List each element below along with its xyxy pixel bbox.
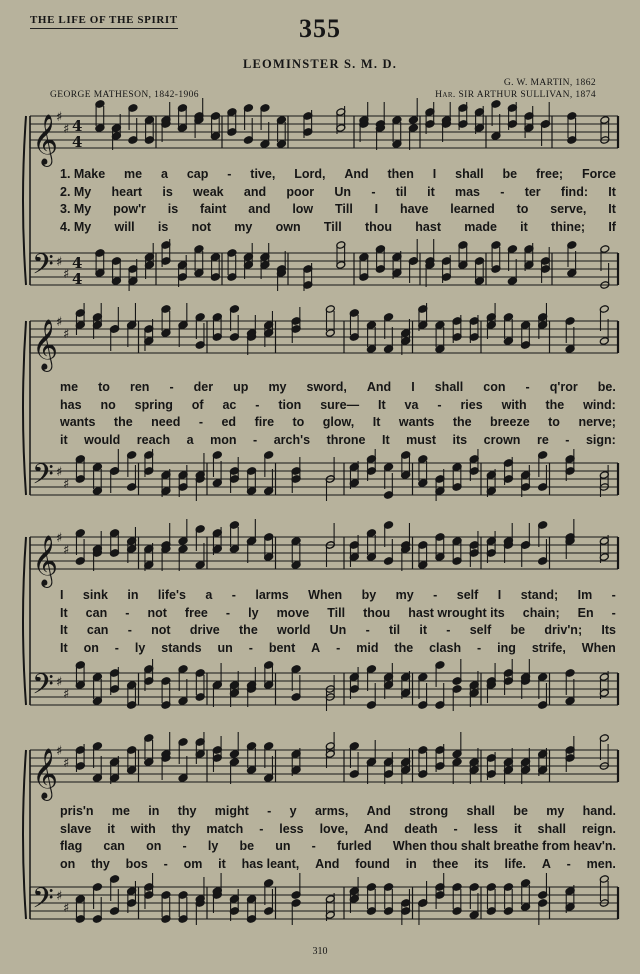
lyric-syllable: When thou shalt breathe from heav'n. <box>392 839 616 853</box>
system-brace <box>23 321 26 495</box>
sharp-sign: ♯ <box>56 675 63 690</box>
lyric-syllable: A <box>311 640 321 655</box>
lyric-syllable: larms <box>255 588 289 602</box>
lyric-syllable: hast wrought its <box>408 605 505 620</box>
lyric-line-s4-v2 <box>60 822 616 839</box>
lyric-syllable: - <box>227 167 232 181</box>
lyric-syllable: And <box>344 167 369 181</box>
lyric-syllable: Un <box>329 623 347 637</box>
lyric-syllable: flag <box>60 839 83 853</box>
lyric-syllable: it <box>107 821 115 836</box>
lyric-syllable: 2. My <box>60 184 92 199</box>
lyric-syllable: - <box>127 623 132 637</box>
lyric-syllable: It <box>372 415 381 429</box>
lyric-syllable: slave <box>60 821 92 836</box>
lyric-syllable: of <box>191 397 204 412</box>
lyric-syllable: my <box>395 588 414 602</box>
lyric-syllable: - <box>611 605 616 620</box>
lyric-syllable: strife, <box>531 640 566 655</box>
lyric-syllable: ing <box>497 640 516 655</box>
lyric-syllable: - <box>259 821 264 836</box>
lyric-syllable: breeze <box>490 415 530 429</box>
lyric-syllable: made <box>464 219 497 234</box>
lyric-syllable: a <box>186 432 194 447</box>
lyric-syllable: - <box>365 623 370 637</box>
lyric-syllable: match <box>206 821 244 836</box>
lyric-syllable: shall <box>466 804 495 818</box>
sharp-sign: ♯ <box>56 465 63 480</box>
lyric-line-s3-v2 <box>60 606 616 623</box>
lyric-syllable: And <box>315 856 340 871</box>
lyric-syllable: sign: <box>585 432 616 447</box>
lyric-syllable: less <box>279 821 304 836</box>
lyric-syllable: cap <box>186 167 209 181</box>
lyric-syllable: - <box>525 380 530 394</box>
lyric-syllable: q'ror <box>549 380 578 394</box>
lyric-syllable: It <box>381 432 390 447</box>
page-number: 310 <box>312 946 328 957</box>
lyric-line-s4-v4 <box>60 857 616 874</box>
bass-clef: 𝄢 <box>32 458 54 498</box>
lyric-syllable: fire <box>254 415 275 429</box>
lyric-syllable: it <box>419 623 428 637</box>
lyric-syllable: the <box>545 397 565 412</box>
bass-clef: 𝄢 <box>32 882 54 922</box>
sharp-sign: ♯ <box>56 889 63 904</box>
lyric-syllable: thy <box>177 804 197 818</box>
lyric-syllable: - <box>437 397 442 412</box>
lyric-syllable: I <box>411 380 415 394</box>
lyric-syllable: En <box>577 605 594 620</box>
lyric-syllable: furled <box>336 839 372 853</box>
lyric-syllable: my <box>268 380 287 394</box>
lyric-syllable: a <box>205 588 213 602</box>
system-brace <box>23 750 26 919</box>
lyric-syllable: the <box>239 623 258 637</box>
lyric-syllable: is <box>167 202 179 216</box>
lyric-syllable: can <box>103 839 125 853</box>
time-signature: 4 <box>72 133 83 151</box>
lyric-syllable: - <box>433 588 438 602</box>
lyric-syllable: der <box>193 380 214 394</box>
lyric-syllable: in <box>148 804 160 818</box>
lyric-syllable: sword, <box>306 380 347 394</box>
time-signature: 4 <box>72 117 83 135</box>
sharp-sign: ♯ <box>63 901 70 916</box>
lyric-line-s4-v1 <box>60 804 616 821</box>
treble-clef: 𝄞 <box>32 535 59 586</box>
sharp-sign: ♯ <box>63 477 70 492</box>
lyric-syllable: then <box>387 167 414 181</box>
lyric-syllable: va <box>404 397 419 412</box>
lyric-line-s3-v3 <box>60 623 616 640</box>
lyric-syllable: shall <box>537 821 567 836</box>
lyric-syllable: Im <box>577 588 593 602</box>
lyric-syllable: wind: <box>583 397 616 412</box>
lyric-line-s1-v2 <box>60 185 616 202</box>
lyric-syllable: - <box>311 839 316 853</box>
lyric-syllable: might <box>214 804 249 818</box>
lyric-syllable: thy <box>91 856 110 871</box>
lyric-syllable: Till <box>327 605 346 620</box>
lyric-syllable: mas <box>454 184 481 199</box>
lyric-syllable: bos <box>125 856 148 871</box>
sharp-sign: ♯ <box>63 122 70 137</box>
lyric-syllable: will <box>114 219 135 234</box>
lyric-syllable: ac <box>222 397 237 412</box>
lyric-syllable: - <box>611 588 616 602</box>
lyric-syllable: be <box>510 623 526 637</box>
lyric-syllable: the <box>394 640 414 655</box>
lyric-syllable: ly <box>134 640 146 655</box>
lyric-syllable: It <box>60 640 68 655</box>
lyric-syllable: and <box>248 202 271 216</box>
lyric-syllable: tive, <box>250 167 276 181</box>
lyric-syllable: 1. Make <box>60 167 106 181</box>
lyric-syllable: ren <box>129 380 150 394</box>
time-signature: 4 <box>72 254 83 272</box>
lyric-line-s4-v3 <box>60 839 616 856</box>
lyric-syllable: to <box>516 202 529 216</box>
lyric-syllable: - <box>255 397 260 412</box>
sharp-sign: ♯ <box>63 687 70 702</box>
lyric-syllable: throne <box>326 432 366 447</box>
lyric-syllable: be <box>239 839 255 853</box>
lyric-syllable: If <box>608 219 616 234</box>
lyric-syllable: And <box>366 804 391 818</box>
lyric-syllable: free; <box>535 167 564 181</box>
lyric-syllable: serve, <box>550 202 587 216</box>
sharp-sign: ♯ <box>56 110 63 125</box>
lyric-syllable: pow'r <box>113 202 146 216</box>
lyric-syllable: y <box>289 804 297 818</box>
sharp-sign: ♯ <box>63 267 70 282</box>
lyric-syllable: has leant, <box>241 856 300 871</box>
lyric-syllable: - <box>163 856 168 871</box>
lyric-syllable: is <box>162 184 173 199</box>
treble-clef: 𝄞 <box>32 748 59 799</box>
lyric-syllable: weak <box>193 184 224 199</box>
system-brace <box>23 116 26 285</box>
lyric-syllable: heart <box>111 184 143 199</box>
sharp-sign: ♯ <box>56 315 63 330</box>
lyric-syllable: be <box>502 167 518 181</box>
lyric-syllable: not <box>151 623 171 637</box>
lyric-syllable: - <box>169 380 174 394</box>
lyric-syllable: it <box>427 184 435 199</box>
lyric-syllable: be. <box>597 380 616 394</box>
lyric-syllable: must <box>406 432 436 447</box>
lyric-syllable: found <box>355 856 390 871</box>
lyric-syllable: love, <box>319 821 349 836</box>
lyric-syllable: stand; <box>520 588 559 602</box>
lyric-syllable: me <box>111 804 130 818</box>
section-title: THE LIFE OF THE SPIRIT <box>30 14 178 29</box>
lyric-syllable: - <box>453 821 458 836</box>
lyric-syllable: with <box>501 397 527 412</box>
lyric-syllable: with <box>130 821 156 836</box>
sharp-sign: ♯ <box>56 531 63 546</box>
sharp-sign: ♯ <box>56 744 63 759</box>
lyric-syllable: - <box>114 640 119 655</box>
lyric-syllable: its <box>452 432 468 447</box>
lyric-syllable: the <box>113 415 133 429</box>
lyric-syllable: wants <box>398 415 435 429</box>
lyric-syllable: on <box>60 856 76 871</box>
lyric-syllable: thee <box>432 856 459 871</box>
lyric-syllable: bent <box>268 640 296 655</box>
lyric-syllable: no <box>100 397 116 412</box>
lyric-syllable: arms, <box>314 804 349 818</box>
lyric-syllable: free <box>184 605 208 620</box>
lyric-syllable: Un <box>334 184 352 199</box>
lyric-syllable: it <box>60 432 68 447</box>
lyric-syllable: chain; <box>522 605 560 620</box>
lyric-syllable: - <box>477 640 482 655</box>
lyric-syllable: - <box>198 415 203 429</box>
treble-clef: 𝄞 <box>32 114 59 165</box>
lyric-syllable: to <box>98 380 110 394</box>
lyric-syllable: stands <box>161 640 202 655</box>
lyric-syllable: by <box>361 588 377 602</box>
lyric-syllable: reach <box>136 432 171 447</box>
lyric-syllable: move <box>276 605 310 620</box>
lyric-syllable: hast <box>415 219 441 234</box>
lyric-line-s2-v4 <box>60 433 616 450</box>
lyric-syllable: I <box>60 588 64 602</box>
lyric-syllable: to <box>292 415 305 429</box>
lyric-syllable: ter <box>524 184 541 199</box>
lyric-syllable: It <box>608 184 616 199</box>
sharp-sign: ♯ <box>63 543 70 558</box>
lyric-syllable: Its <box>601 623 616 637</box>
lyric-syllable: It <box>60 605 68 620</box>
hymn-number: 355 <box>299 14 341 43</box>
lyric-syllable: - <box>446 623 451 637</box>
lyric-syllable: I <box>497 588 502 602</box>
lyric-syllable: arch's <box>273 432 311 447</box>
lyric-syllable: find: <box>560 184 588 199</box>
lyric-line-s3-v4 <box>60 641 616 658</box>
lyric-syllable: Force <box>581 167 616 181</box>
lyric-syllable: It <box>60 623 68 637</box>
lyric-syllable: is <box>157 219 169 234</box>
lyric-syllable: - <box>125 605 130 620</box>
lyric-syllable: - <box>500 184 505 199</box>
lyric-syllable: And <box>364 821 389 836</box>
lyric-syllable: faint <box>200 202 227 216</box>
lyric-syllable: mid <box>356 640 379 655</box>
lyric-syllable: - <box>253 432 258 447</box>
lyric-syllable: ly <box>207 839 219 853</box>
lyric-syllable: - <box>225 605 231 620</box>
lyric-syllable: has <box>60 397 82 412</box>
lyric-syllable: would <box>84 432 121 447</box>
lyric-syllable: not <box>147 605 167 620</box>
lyric-line-s2-v1 <box>60 380 616 397</box>
lyric-syllable: thy <box>171 821 191 836</box>
lyric-line-s2-v2 <box>60 398 616 415</box>
lyric-line-s2-v3 <box>60 415 616 432</box>
lyric-syllable: can <box>86 623 109 637</box>
lyric-syllable: I <box>374 202 379 216</box>
lyric-syllable: strong <box>409 804 449 818</box>
harmonizer-credit: Har. SIR ARTHUR SULLIVAN, 1874 <box>435 90 596 100</box>
lyric-syllable: ries <box>460 397 483 412</box>
lyric-syllable: thou <box>364 219 393 234</box>
lyric-syllable: drive <box>189 623 220 637</box>
lyric-syllable: shall <box>434 380 464 394</box>
lyric-syllable: shall <box>455 167 484 181</box>
lyric-syllable: nerve; <box>578 415 616 429</box>
lyric-syllable: up <box>233 380 249 394</box>
sharp-sign: ♯ <box>56 255 63 270</box>
lyric-syllable: - <box>231 588 236 602</box>
lyric-syllable: and <box>243 184 267 199</box>
lyric-syllable: low <box>292 202 314 216</box>
lyric-syllable: driv'n; <box>544 623 583 637</box>
lyric-syllable: my <box>546 804 565 818</box>
lyric-line-s1-v3 <box>60 202 616 219</box>
lyric-syllable: self <box>456 588 479 602</box>
lyric-syllable: glow, <box>322 415 355 429</box>
lyric-syllable: - <box>267 804 272 818</box>
lyric-syllable: hand. <box>582 804 616 818</box>
lyric-syllable: tion <box>278 397 302 412</box>
lyric-syllable: mon <box>210 432 237 447</box>
lyric-line-s1-v1 <box>60 167 616 184</box>
lyric-syllable: ed <box>221 415 237 429</box>
lyric-syllable: 3. My <box>60 202 92 216</box>
lyric-syllable: spring <box>134 397 173 412</box>
lyric-syllable: thine; <box>551 219 586 234</box>
lyric-syllable: pris'n <box>60 804 94 818</box>
lyric-syllable: When <box>308 588 343 602</box>
composer-credit: G. W. MARTIN, 1862 <box>503 78 596 88</box>
author-credit: GEORGE MATHESON, 1842-1906 <box>50 90 199 100</box>
tune-name: LEOMINSTER S. M. D. <box>242 57 398 71</box>
lyric-syllable: 4. My <box>60 219 92 234</box>
lyric-syllable: - <box>565 432 570 447</box>
lyric-syllable: - <box>182 839 187 853</box>
lyric-syllable: Lord, <box>294 167 326 181</box>
lyric-syllable: it <box>218 856 226 871</box>
lyric-syllable: re <box>536 432 549 447</box>
treble-clef: 𝄞 <box>32 319 59 370</box>
lyric-syllable: life. <box>504 856 527 871</box>
lyric-syllable: poor <box>286 184 315 199</box>
lyric-syllable: its <box>474 856 489 871</box>
lyric-syllable: on <box>83 640 99 655</box>
lyric-syllable: in <box>127 588 139 602</box>
bass-clef: 𝄢 <box>32 668 54 708</box>
lyric-syllable: - <box>248 640 253 655</box>
lyric-syllable: - <box>371 184 376 199</box>
lyric-syllable: have <box>399 202 429 216</box>
lyric-syllable: less <box>473 821 498 836</box>
lyric-syllable: un <box>217 640 233 655</box>
lyric-syllable: When <box>581 640 616 655</box>
lyric-syllable: sure— <box>320 397 360 412</box>
lyric-syllable: death <box>404 821 438 836</box>
lyric-syllable: om <box>183 856 203 871</box>
lyric-syllable: it <box>513 821 522 836</box>
lyric-syllable: A <box>541 856 551 871</box>
lyric-syllable: men. <box>586 856 616 871</box>
lyric-syllable: - <box>566 856 571 871</box>
lyric-syllable: not <box>191 219 212 234</box>
lyric-syllable: til <box>389 623 401 637</box>
lyric-syllable: reign. <box>581 821 616 836</box>
lyric-syllable: un <box>275 839 291 853</box>
lyric-syllable: til <box>395 184 407 199</box>
sharp-sign: ♯ <box>63 756 70 771</box>
lyric-syllable: my <box>234 219 253 234</box>
sharp-sign: ♯ <box>63 327 70 342</box>
lyric-syllable: It <box>378 397 386 412</box>
lyric-syllable: con <box>483 380 506 394</box>
system-brace <box>23 537 26 705</box>
lyric-syllable: I <box>432 167 437 181</box>
lyric-line-s3-v1 <box>60 588 616 605</box>
lyric-syllable: Till <box>334 202 353 216</box>
lyric-syllable: Till <box>323 219 342 234</box>
lyric-syllable: clash <box>429 640 462 655</box>
lyric-syllable: life's <box>157 588 186 602</box>
bass-clef: 𝄢 <box>32 248 54 288</box>
lyric-syllable: a <box>161 167 168 181</box>
lyric-line-s1-v4 <box>60 220 616 237</box>
lyric-syllable: sink <box>82 588 108 602</box>
lyric-syllable: me <box>60 380 79 394</box>
lyric-syllable: world <box>277 623 311 637</box>
lyric-syllable: - <box>336 640 341 655</box>
time-signature: 4 <box>72 270 83 288</box>
lyric-syllable: need <box>151 415 181 429</box>
lyric-syllable: it <box>520 219 528 234</box>
lyric-syllable: on <box>146 839 162 853</box>
lyric-syllable: It <box>608 202 616 216</box>
lyric-syllable: the <box>452 415 472 429</box>
lyric-syllable: self <box>469 623 492 637</box>
lyric-syllable: ly <box>248 605 259 620</box>
lyric-syllable: own <box>275 219 301 234</box>
lyric-syllable: to <box>548 415 560 429</box>
lyric-syllable: in <box>405 856 417 871</box>
lyric-syllable: me <box>124 167 143 181</box>
lyric-syllable: thou <box>363 605 391 620</box>
lyric-syllable: wants <box>60 415 96 429</box>
lyric-syllable: And <box>366 380 392 394</box>
lyric-syllable: be <box>513 804 528 818</box>
lyric-syllable: crown <box>483 432 521 447</box>
lyric-syllable: learned <box>450 202 495 216</box>
lyric-syllable: can <box>85 605 108 620</box>
